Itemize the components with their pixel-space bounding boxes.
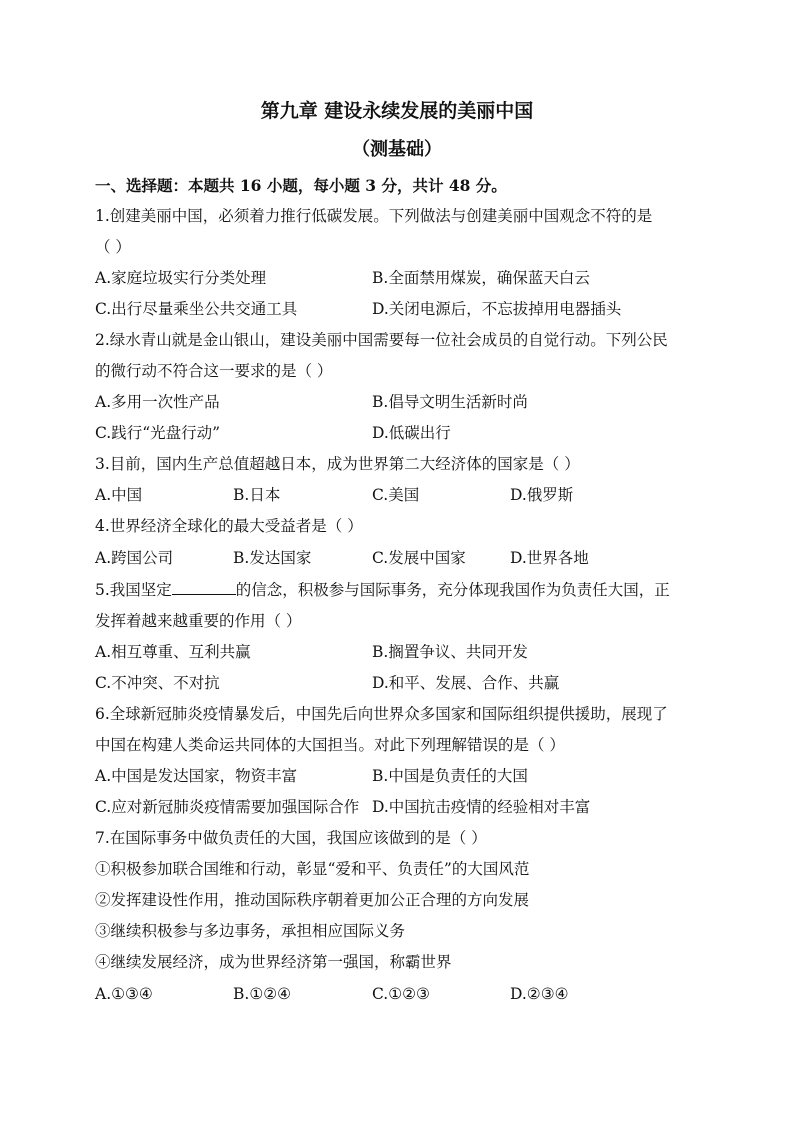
- question-6-option-a: A.中国是发达国家，物资丰富: [95, 767, 298, 785]
- question-5-stem-suffix: 的信念，积极参与国际事务，充分体现我国作为负责任大国，正: [235, 581, 670, 599]
- question-2-option-c: C.践行“光盘行动”: [95, 424, 221, 442]
- question-5-option-c: C.不冲突、不对抗: [95, 674, 220, 692]
- section-heading: 一、选择题：本题共 16 小题，每小题 3 分，共计 48 分。: [95, 176, 507, 195]
- question-1-stem-line-1: 1.创建美丽中国，必须着力推行低碳发展。下列做法与创建美丽中国观念不符的是: [95, 207, 653, 225]
- question-6-option-c: C.应对新冠肺炎疫情需要加强国际合作: [95, 798, 360, 816]
- question-4-stem: 4.世界经济全球化的最大受益者是（ ）: [95, 517, 363, 535]
- question-7-stem: 7.在国际事务中做负责任的大国，我国应该做到的是（ ）: [95, 829, 487, 847]
- question-3-option-d: D.俄罗斯: [510, 486, 574, 504]
- question-4-option-c: C.发展中国家: [372, 549, 466, 567]
- question-4-option-a: A.跨国公司: [95, 549, 174, 567]
- question-1-option-d: D.关闭电源后，不忘拔掉用电器插头: [372, 300, 622, 318]
- question-6-option-d: D.中国抗击疫情的经验相对丰富: [372, 798, 591, 816]
- question-7-statement-2: ②发挥建设性作用，推动国际秩序朝着更加公正合理的方向发展: [95, 891, 530, 909]
- question-7-statement-4: ④继续发展经济，成为世界经济第一强国，称霸世界: [95, 953, 452, 971]
- question-4-option-b: B.发达国家: [233, 549, 312, 567]
- question-5-stem-prefix: 5.我国坚定: [95, 581, 172, 599]
- question-2-option-b: B.倡导文明生活新时尚: [372, 393, 528, 411]
- question-7-option-b: B.①②④: [233, 985, 292, 1003]
- question-2-stem-line-1: 2.绿水青山就是金山银山，建设美丽中国需要每一位社会成员的自觉行动。下列公民: [95, 331, 668, 349]
- question-2-option-d: D.低碳出行: [372, 424, 451, 442]
- question-5-option-a: A.相互尊重、互利共赢: [95, 643, 251, 661]
- page-title: 第九章 建设永续发展的美丽中国: [260, 100, 534, 122]
- question-4-option-d: D.世界各地: [510, 549, 589, 567]
- question-5-option-d: D.和平、发展、合作、共赢: [372, 674, 560, 692]
- question-3-option-b: B.日本: [233, 486, 281, 504]
- question-7-option-a: A.①③④: [95, 985, 153, 1003]
- question-7-option-c: C.①②③: [372, 985, 430, 1003]
- question-5-fill-blank: [172, 580, 236, 595]
- question-1-option-a: A.家庭垃圾实行分类处理: [95, 269, 267, 287]
- question-3-option-a: A.中国: [95, 486, 143, 504]
- question-2-stem-line-2: 的微行动不符合这一要求的是（ ）: [95, 362, 333, 380]
- question-5-option-b: B.搁置争议、共同开发: [372, 643, 528, 661]
- question-1-stem-line-2: （ ）: [95, 238, 131, 256]
- question-6-stem-line-1: 6.全球新冠肺炎疫情暴发后，中国先后向世界众多国家和国际组织提供援助，展现了: [95, 705, 668, 723]
- question-6-option-b: B.中国是负责任的大国: [372, 767, 528, 785]
- question-7-statement-1: ①积极参加联合国维和行动，彰显“爱和平、负责任”的大国风范: [95, 860, 530, 878]
- question-3-option-c: C.美国: [372, 486, 420, 504]
- question-3-stem: 3.目前，国内生产总值超越日本，成为世界第二大经济体的国家是（ ）: [95, 455, 580, 473]
- question-5-stem-line-1: [95, 580, 670, 600]
- page-subtitle: （测基础）: [352, 139, 442, 160]
- question-7-option-d: D.②③④: [510, 985, 569, 1003]
- question-6-stem-line-2: 中国在构建人类命运共同体的大国担当。对此下列理解错误的是（ ）: [95, 736, 565, 754]
- question-1-option-b: B.全面禁用煤炭，确保蓝天白云: [372, 269, 590, 287]
- question-7-statement-3: ③继续积极参与多边事务，承担相应国际义务: [95, 922, 406, 940]
- question-2-option-a: A.多用一次性产品: [95, 393, 220, 411]
- question-5-stem-line-2: 发挥着越来越重要的作用（ ）: [95, 612, 302, 630]
- question-1-option-c: C.出行尽量乘坐公共交通工具: [95, 300, 298, 318]
